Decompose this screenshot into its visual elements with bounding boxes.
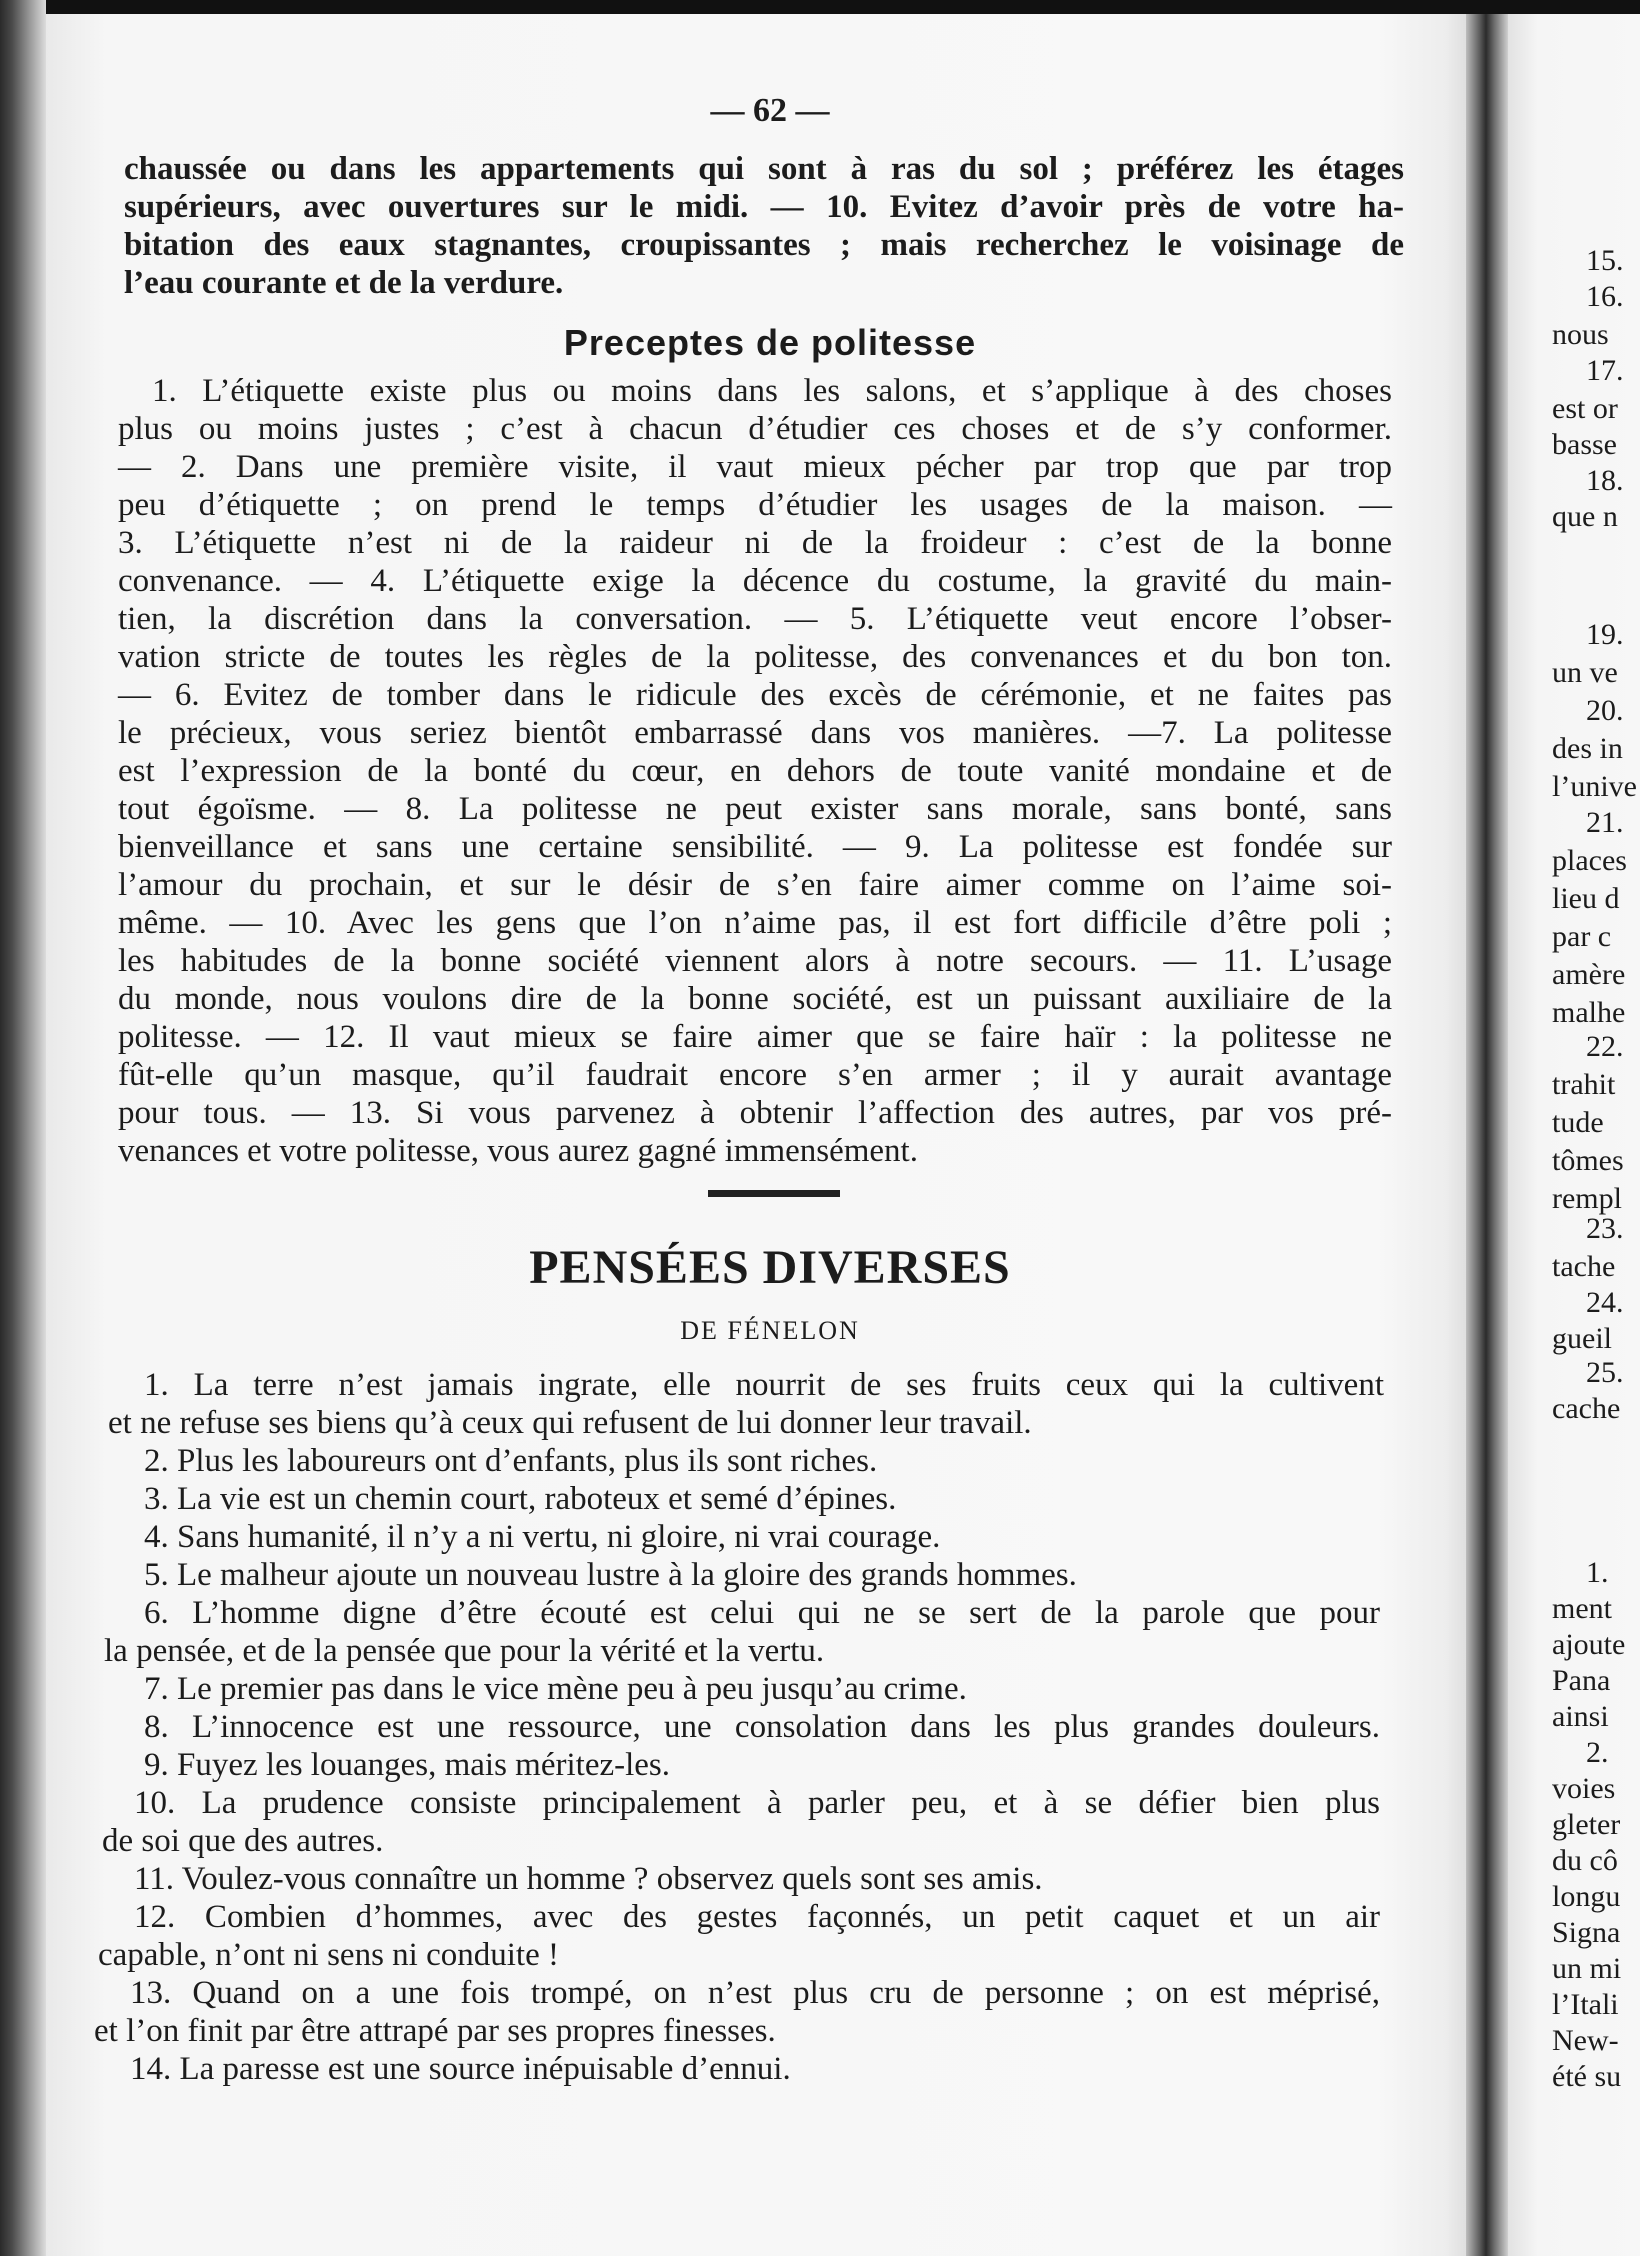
politesse-line: 3. L’étiquette n’est ni de la raideur ni de la froideur : c’est de la bonne xyxy=(118,525,1392,561)
subtitle-author: DE FÉNELON xyxy=(680,1316,860,1345)
pensee-line: 9. Fuyez les louanges, mais méritez-les. xyxy=(144,1747,671,1783)
politesse-line: peu d’étiquette ; on prend le temps d’étudier les usages de la maison. — xyxy=(118,487,1392,523)
politesse-line: politesse. — 12. Il vaut mieux se faire aimer que se faire haïr : la politesse ne xyxy=(118,1019,1392,1055)
pensee-line: 4. Sans humanité, il n’y a ni vertu, ni gloire, ni vrai courage. xyxy=(144,1519,941,1555)
right-fragment: l’unive xyxy=(1552,770,1637,803)
intro-line: supérieurs, avec ouvertures sur le midi. — 10. Evitez d’avoir près de votre ha- xyxy=(124,189,1404,225)
politesse-line: les habitudes de la bonne société viennent alors à notre secours. — 11. L’usage xyxy=(118,943,1392,979)
pensee-line: 7. Le premier pas dans le vice mène peu à peu jusqu’au crime. xyxy=(144,1671,967,1707)
right-fragment: 1. xyxy=(1586,1556,1609,1589)
right-fragment: des in xyxy=(1552,732,1623,765)
right-fragment: rempl xyxy=(1552,1182,1622,1215)
right-fragment: été su xyxy=(1552,2060,1622,2093)
politesse-line: du monde, nous voulons dire de la bonne société, est un puissant auxiliaire de la xyxy=(118,981,1392,1017)
right-fragment: 2. xyxy=(1586,1736,1609,1769)
politesse-line: même. — 10. Avec les gens que l’on n’aime pas, il est fort difficile d’être poli ; xyxy=(118,905,1392,941)
page-number: — 62 — xyxy=(710,92,830,129)
right-fragment: voies xyxy=(1552,1772,1616,1805)
right-fragment: 19. xyxy=(1586,618,1624,651)
right-fragment: l’Itali xyxy=(1552,1988,1619,2021)
right-fragment: 22. xyxy=(1586,1030,1624,1063)
right-fragment: 18. xyxy=(1586,464,1624,497)
pensee-line: et l’on finit par être attrapé par ses propres finesses. xyxy=(94,2013,776,2049)
intro-line: l’eau courante et de la verdure. xyxy=(124,265,564,301)
right-fragment: 17. xyxy=(1586,354,1624,387)
main-title-pensees: PENSÉES DIVERSES xyxy=(529,1241,1011,1294)
right-fragment: 15. xyxy=(1586,244,1624,277)
politesse-line: venances et votre politesse, vous aurez gagné immensément. xyxy=(118,1133,918,1169)
right-fragment: Pana xyxy=(1552,1664,1611,1697)
pensee-line: 1. La terre n’est jamais ingrate, elle nourrit de ses fruits ceux qui la cultivent xyxy=(144,1367,1384,1403)
right-fragment: tômes xyxy=(1552,1144,1624,1177)
right-fragment: Signa xyxy=(1552,1916,1621,1949)
intro-line: bitation des eaux stagnantes, croupissantes ; mais recherchez le voisinage de xyxy=(124,227,1404,263)
politesse-line: — 6. Evitez de tomber dans le ridicule des excès de cérémonie, et ne faites pas xyxy=(118,677,1392,713)
pensee-line: 13. Quand on a une fois trompé, on n’est plus cru de personne ; on est méprisé, xyxy=(130,1975,1380,2011)
right-fragment: que n xyxy=(1552,500,1618,533)
right-fragment: 20. xyxy=(1586,694,1624,727)
politesse-line: tien, la discrétion dans la conversation. — 5. L’étiquette veut encore l’obser- xyxy=(118,601,1392,637)
right-fragment: longu xyxy=(1552,1880,1621,1913)
politesse-line: vation stricte de toutes les règles de la politesse, des convenances et du bon ton. xyxy=(118,639,1392,675)
pensee-line: 10. La prudence consiste principalement à parler peu, et à se défier bien plus xyxy=(134,1785,1380,1821)
politesse-line: est l’expression de la bonté du cœur, en dehors de toute vanité mondaine et de xyxy=(118,753,1392,789)
pensee-line: 2. Plus les laboureurs ont d’enfants, plus ils sont riches. xyxy=(144,1443,878,1479)
politesse-line: pour tous. — 13. Si vous parvenez à obtenir l’affection des autres, par vos pré- xyxy=(118,1095,1392,1131)
right-fragment: 25. xyxy=(1586,1356,1624,1389)
right-fragment: tache xyxy=(1552,1250,1616,1283)
politesse-line: plus ou moins justes ; c’est à chacun d’étudier ces choses et de s’y conformer. xyxy=(118,411,1392,447)
right-fragment: 21. xyxy=(1586,806,1624,839)
politesse-line: le précieux, vous seriez bientôt embarrassé dans vos manières. —7. La politesse xyxy=(118,715,1392,751)
politesse-line: l’amour du prochain, et sur le désir de s’en faire aimer comme on l’aime soi- xyxy=(118,867,1392,903)
right-fragment: trahit xyxy=(1552,1068,1616,1101)
right-fragment: tude xyxy=(1552,1106,1604,1139)
pensee-line: 5. Le malheur ajoute un nouveau lustre à la gloire des grands hommes. xyxy=(144,1557,1077,1593)
right-fragment: places xyxy=(1552,844,1627,877)
pensee-line: 14. La paresse est une source inépuisable d’ennui. xyxy=(130,2051,791,2087)
right-fragment: lieu d xyxy=(1552,882,1620,915)
right-fragment: 16. xyxy=(1586,280,1624,313)
right-fragment: ajoute xyxy=(1552,1628,1626,1661)
right-fragment: amère xyxy=(1552,958,1626,991)
politesse-line: fût-elle qu’un masque, qu’il faudrait encore s’en armer ; il y aurait avantage xyxy=(118,1057,1392,1093)
right-fragment: malhe xyxy=(1552,996,1626,1029)
intro-line: chaussée ou dans les appartements qui sont à ras du sol ; préférez les étages xyxy=(124,151,1404,187)
pensee-line: et ne refuse ses biens qu’à ceux qui refusent de lui donner leur travail. xyxy=(108,1405,1032,1441)
right-fragment: nous xyxy=(1552,318,1609,351)
section-divider-rule xyxy=(708,1190,840,1197)
politesse-line: tout égoïsme. — 8. La politesse ne peut exister sans morale, sans bonté, sans xyxy=(118,791,1392,827)
right-fragment: ment xyxy=(1552,1592,1612,1625)
right-fragment: New- xyxy=(1552,2024,1619,2057)
right-fragment: un mi xyxy=(1552,1952,1622,1985)
pensee-line: 8. L’innocence est une ressource, une consolation dans les plus grandes douleurs. xyxy=(144,1709,1380,1745)
pensee-line: de soi que des autres. xyxy=(102,1823,384,1859)
right-fragment: du cô xyxy=(1552,1844,1618,1877)
pensee-line: 11. Voulez-vous connaître un homme ? observez quels sont ses amis. xyxy=(134,1861,1043,1897)
pensee-line: la pensée, et de la pensée que pour la vérité et la vertu. xyxy=(104,1633,825,1669)
section-title-politesse: Preceptes de politesse xyxy=(563,322,977,363)
right-fragment: cache xyxy=(1552,1392,1621,1425)
pensee-line: 12. Combien d’hommes, avec des gestes façonnés, un petit caquet et un air xyxy=(134,1899,1380,1935)
politesse-line: 1. L’étiquette existe plus ou moins dans les salons, et s’applique à des choses xyxy=(152,373,1392,409)
right-fragment: 23. xyxy=(1586,1212,1624,1245)
pensee-line: 3. La vie est un chemin court, raboteux et semé d’épines. xyxy=(144,1481,897,1517)
right-fragment: 24. xyxy=(1586,1286,1624,1319)
right-fragment: basse xyxy=(1552,428,1617,461)
politesse-line: — 2. Dans une première visite, il vaut mieux pécher par trop que par trop xyxy=(118,449,1392,485)
pensee-line: capable, n’ont ni sens ni conduite ! xyxy=(98,1937,559,1973)
politesse-line: bienveillance et sans une certaine sensibilité. — 9. La politesse est fondée sur xyxy=(118,829,1392,865)
right-fragment: gueil xyxy=(1552,1322,1612,1355)
right-fragment: est or xyxy=(1552,392,1618,425)
pensee-line: 6. L’homme digne d’être écouté est celui qui ne se sert de la parole que pour xyxy=(144,1595,1380,1631)
right-fragment: un ve xyxy=(1552,656,1618,689)
right-fragment: gleter xyxy=(1552,1808,1621,1841)
politesse-line: convenance. — 4. L’étiquette exige la décence du costume, la gravité du main- xyxy=(118,563,1392,599)
right-fragment: par c xyxy=(1552,920,1612,953)
right-fragment: ainsi xyxy=(1552,1700,1609,1733)
